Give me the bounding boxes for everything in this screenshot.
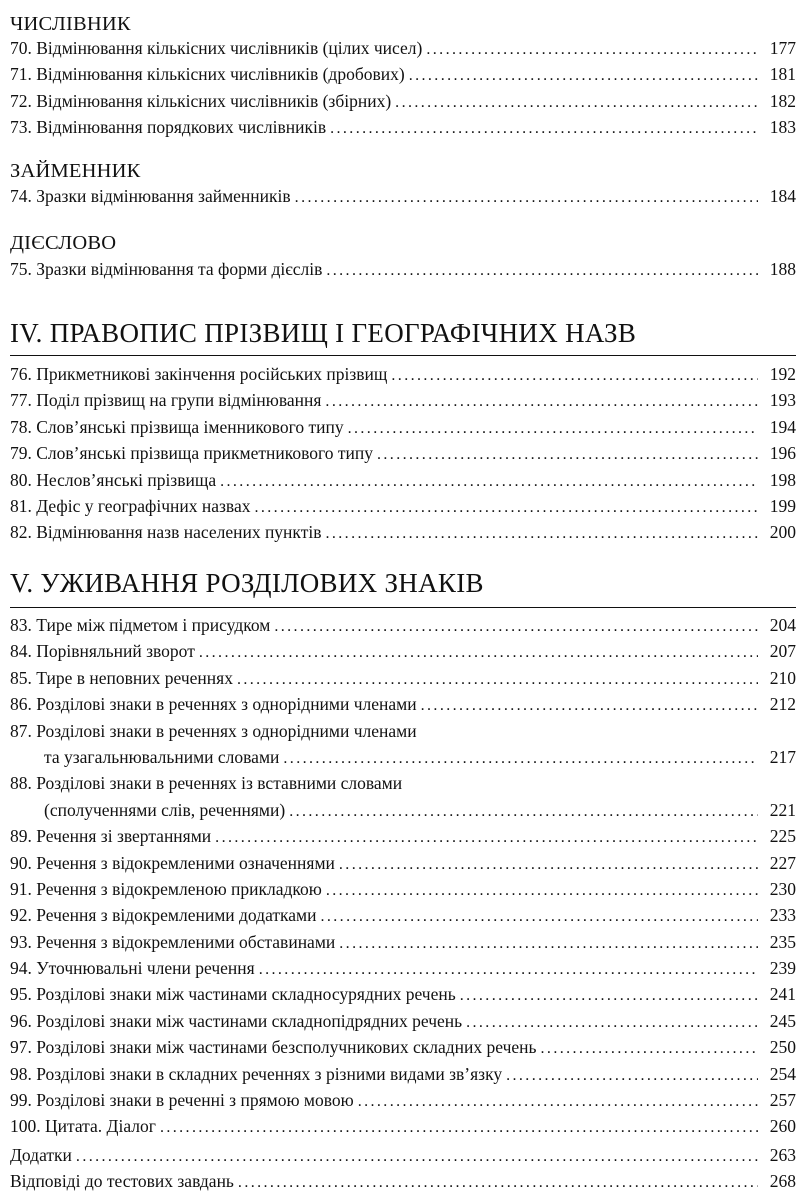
toc-entry[interactable] xyxy=(10,823,796,849)
leader-dots xyxy=(339,931,758,957)
entry-title: 100. Цитата. Діалог xyxy=(10,1116,156,1137)
toc-entry[interactable] xyxy=(10,876,796,902)
entry-title: 96. Розділові знаки між частинами складнопідрядних речень xyxy=(10,1010,463,1031)
toc-entry[interactable] xyxy=(10,612,796,638)
toc-entry[interactable] xyxy=(10,955,796,981)
entry-title: 70. Відмінювання кількісних числівників (цілих чисел) xyxy=(10,38,423,58)
toc-entry[interactable] xyxy=(10,256,796,282)
entry-title: 92. Речення з відокремленими додатками xyxy=(10,905,317,926)
entry-page: 184 xyxy=(769,186,796,206)
entry-title: 81. Дефіс у географічних назвах xyxy=(10,495,251,516)
entry-page: 199 xyxy=(769,495,796,516)
leader-dots xyxy=(283,746,758,772)
entry-title: 79. Слов’янські прізвища прикметникового типу xyxy=(10,443,373,464)
toc-entry-first-line[interactable] xyxy=(10,718,796,744)
leader-dots xyxy=(325,389,758,415)
toc-list-chapter5 xyxy=(10,612,796,1140)
chapter-heading-5: V. УЖИВАННЯ РОЗДІЛОВИХ ЗНАКІВ xyxy=(10,568,484,598)
entry-title: 86. Розділові знаки в реченнях з однорідними членами xyxy=(10,694,417,715)
toc-list-appendix xyxy=(10,1142,796,1195)
toc-entry[interactable] xyxy=(10,1168,796,1194)
toc-entry-continuation[interactable] xyxy=(10,797,796,823)
entry-title: 94. Уточнювальні члени речення xyxy=(10,958,255,979)
entry-title: 72. Відмінювання кількісних числівників (збірних) xyxy=(10,90,392,111)
entry-page: 210 xyxy=(769,667,796,688)
entry-page: 188 xyxy=(769,259,796,279)
entry-page: 227 xyxy=(769,852,796,873)
entry-title: 88. Розділові знаки в реченнях із вставними словами xyxy=(10,773,403,794)
toc-entry[interactable] xyxy=(10,361,796,387)
leader-dots xyxy=(274,614,758,640)
leader-dots xyxy=(326,258,758,284)
leader-dots xyxy=(460,983,758,1009)
entry-title: 76. Прикметникові закінчення російських прізвищ xyxy=(10,364,388,384)
leader-dots xyxy=(76,1144,758,1170)
entry-title-continuation: та узагальнювальними словами xyxy=(44,746,280,767)
entry-title: 78. Слов’янські прізвища іменникового типу xyxy=(10,416,344,437)
toc-list-pronoun xyxy=(10,183,796,209)
toc-entry[interactable] xyxy=(10,35,796,61)
entry-page: 177 xyxy=(769,38,796,58)
leader-dots xyxy=(339,852,758,878)
leader-dots xyxy=(506,1063,758,1089)
entry-title: 97. Розділові знаки між частинами безсполучникових складних речень xyxy=(10,1037,537,1058)
toc-entry[interactable] xyxy=(10,1061,796,1087)
entry-page: 245 xyxy=(769,1010,796,1031)
toc-entry[interactable] xyxy=(10,440,796,466)
leader-dots xyxy=(295,185,758,211)
toc-entry[interactable] xyxy=(10,1034,796,1060)
toc-entry[interactable] xyxy=(10,493,796,519)
toc-entry[interactable] xyxy=(10,183,796,209)
entry-title: 75. Зразки відмінювання та форми дієслів xyxy=(10,259,323,279)
leader-dots xyxy=(421,693,758,719)
entry-page: 194 xyxy=(769,416,796,437)
entry-page: 200 xyxy=(769,522,796,543)
entry-page: 263 xyxy=(769,1145,796,1165)
entry-title: 99. Розділові знаки в реченні з прямою мовою xyxy=(10,1090,354,1111)
toc-entry[interactable] xyxy=(10,88,796,114)
entry-title: 71. Відмінювання кількісних числівників (дробових) xyxy=(10,64,405,85)
leader-dots xyxy=(238,1170,758,1196)
entry-title: Додатки xyxy=(10,1145,72,1165)
entry-page: 183 xyxy=(769,117,796,138)
entry-title: 87. Розділові знаки в реченнях з однорідними членами xyxy=(10,720,417,741)
toc-list-chapter4 xyxy=(10,361,796,546)
leader-dots xyxy=(395,90,758,116)
entry-title: 85. Тире в неповних реченнях xyxy=(10,667,233,688)
leader-dots xyxy=(409,63,758,89)
section-heading-numeral: ЧИСЛІВНИК xyxy=(10,13,131,35)
entry-title: 83. Тире між підметом і присудком xyxy=(10,615,271,635)
leader-dots xyxy=(426,37,758,63)
entry-page: 182 xyxy=(769,90,796,111)
entry-title: 74. Зразки відмінювання займенників xyxy=(10,186,291,206)
toc-list-numeral xyxy=(10,35,796,141)
entry-page: 257 xyxy=(769,1090,796,1111)
toc-entry[interactable] xyxy=(10,981,796,1007)
entry-title: 95. Розділові знаки між частинами складносурядних речень xyxy=(10,984,456,1005)
toc-entry[interactable] xyxy=(10,1008,796,1034)
toc-entry[interactable] xyxy=(10,850,796,876)
toc-entry-first-line[interactable] xyxy=(10,770,796,796)
toc-entry[interactable] xyxy=(10,665,796,691)
entry-page: 212 xyxy=(769,694,796,715)
toc-entry[interactable] xyxy=(10,387,796,413)
entry-title: 89. Речення зі звертаннями xyxy=(10,826,212,847)
entry-page: 204 xyxy=(769,615,796,635)
leader-dots xyxy=(391,363,758,389)
leader-dots xyxy=(254,495,758,521)
entry-title: 91. Речення з відокремленою прикладкою xyxy=(10,878,322,899)
toc-entry[interactable] xyxy=(10,467,796,493)
entry-page: 207 xyxy=(769,641,796,662)
leader-dots xyxy=(199,640,758,666)
toc-entry[interactable] xyxy=(10,519,796,545)
entry-page: 217 xyxy=(769,746,796,767)
entry-page: 239 xyxy=(769,958,796,979)
entry-title: 98. Розділові знаки в складних реченнях з різними видами зв’язку xyxy=(10,1063,503,1084)
toc-entry[interactable] xyxy=(10,114,796,140)
entry-title: 84. Порівняльний зворот xyxy=(10,641,195,662)
entry-page: 198 xyxy=(769,469,796,490)
leader-dots xyxy=(466,1010,758,1036)
entry-page: 235 xyxy=(769,931,796,952)
entry-page: 254 xyxy=(769,1063,796,1084)
leader-dots xyxy=(330,116,758,142)
toc-entry[interactable] xyxy=(10,61,796,87)
entry-page: 268 xyxy=(769,1171,796,1192)
entry-page: 192 xyxy=(769,364,796,384)
chapter-divider xyxy=(10,355,796,356)
leader-dots xyxy=(358,1089,758,1115)
entry-page: 233 xyxy=(769,905,796,926)
toc-entry[interactable] xyxy=(10,691,796,717)
entry-title: 77. Поділ прізвищ на групи відмінювання xyxy=(10,390,322,411)
entry-page: 193 xyxy=(769,390,796,411)
section-heading-pronoun: ЗАЙМЕННИК xyxy=(10,160,141,182)
leader-dots xyxy=(377,442,758,468)
leader-dots xyxy=(541,1036,758,1062)
entry-page: 225 xyxy=(769,826,796,847)
chapter-divider xyxy=(10,607,796,608)
toc-entry[interactable] xyxy=(10,929,796,955)
entry-page: 181 xyxy=(769,64,796,85)
toc-list-verb xyxy=(10,256,796,282)
entry-title: 80. Неслов’янські прізвища xyxy=(10,469,217,490)
entry-title-continuation: (сполученнями слів, реченнями) xyxy=(44,799,286,820)
entry-page: 221 xyxy=(769,799,796,820)
entry-page: 196 xyxy=(769,443,796,464)
entry-title: 82. Відмінювання назв населених пунктів xyxy=(10,522,322,543)
leader-dots xyxy=(160,1115,758,1141)
toc-entry[interactable] xyxy=(10,902,796,928)
toc-entry[interactable] xyxy=(10,1142,796,1168)
leader-dots xyxy=(320,904,758,930)
toc-entry-continuation[interactable] xyxy=(10,744,796,770)
toc-entry[interactable] xyxy=(10,638,796,664)
entry-page: 260 xyxy=(769,1116,796,1137)
leader-dots xyxy=(325,521,758,547)
entry-page: 241 xyxy=(769,984,796,1005)
leader-dots xyxy=(289,799,758,825)
entry-title: 73. Відмінювання порядкових числівників xyxy=(10,117,327,138)
leader-dots xyxy=(215,825,758,851)
toc-entry[interactable] xyxy=(10,1113,796,1139)
entry-title: 90. Речення з відокремленими означеннями xyxy=(10,852,335,873)
leader-dots xyxy=(326,878,758,904)
chapter-heading-4: IV. ПРАВОПИС ПРІЗВИЩ І ГЕОГРАФІЧНИХ НАЗВ xyxy=(10,318,637,348)
leader-dots xyxy=(237,667,758,693)
entry-page: 230 xyxy=(769,878,796,899)
leader-dots xyxy=(220,469,758,495)
leader-dots xyxy=(259,957,758,983)
entry-title: Відповіді до тестових завдань xyxy=(10,1171,234,1192)
toc-entry[interactable] xyxy=(10,414,796,440)
section-heading-verb: ДІЄСЛОВО xyxy=(10,232,117,254)
entry-title: 93. Речення з відокремленими обставинами xyxy=(10,931,336,952)
entry-page: 250 xyxy=(769,1037,796,1058)
toc-entry[interactable] xyxy=(10,1087,796,1113)
leader-dots xyxy=(348,416,758,442)
